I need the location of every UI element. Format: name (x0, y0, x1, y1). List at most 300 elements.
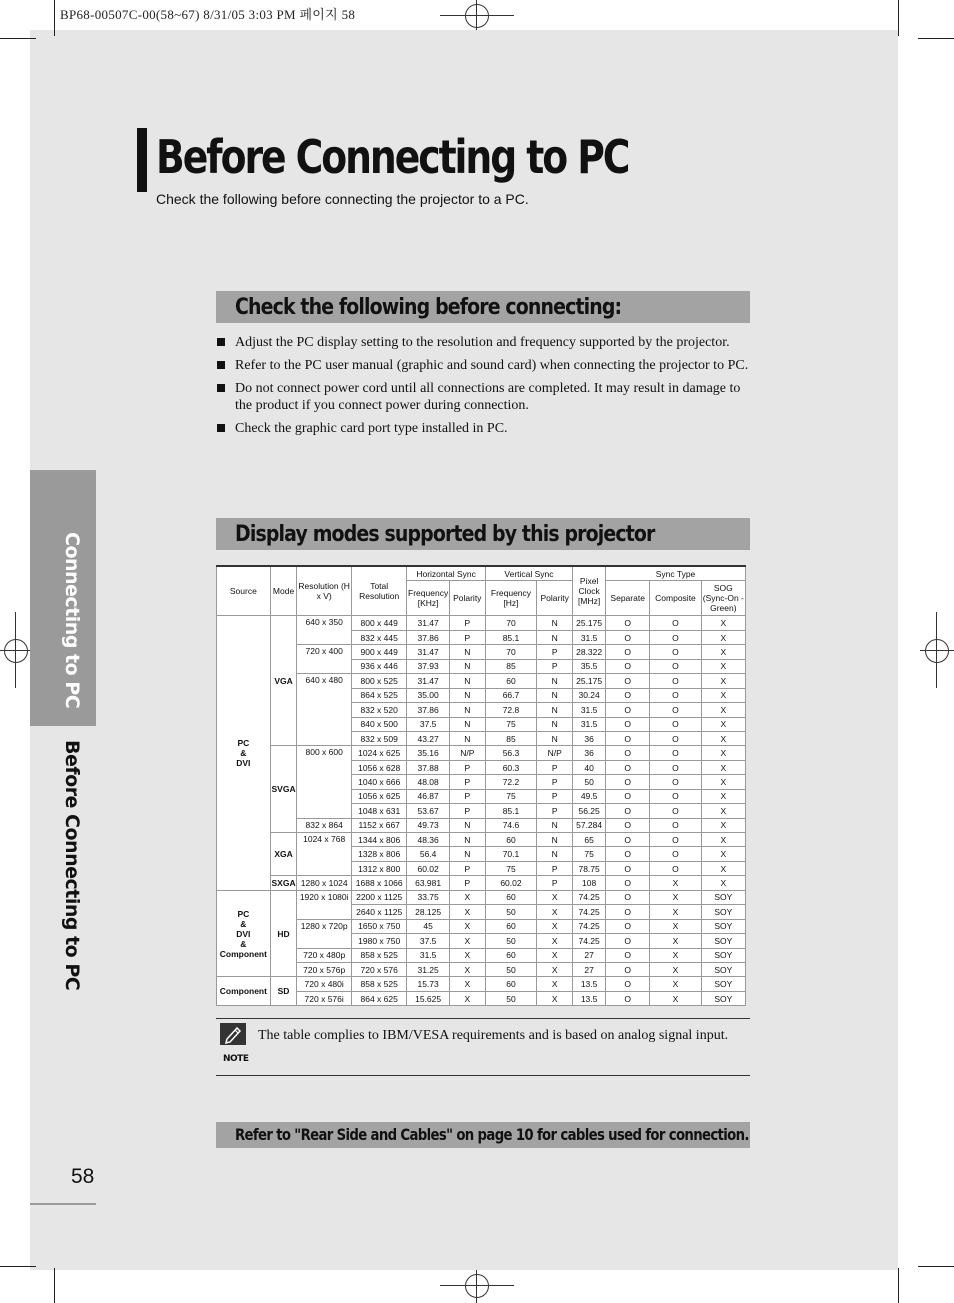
table-cell: P (449, 804, 485, 818)
resolution-cell: 720 x 480i (297, 977, 352, 991)
table-cell: N/P (449, 746, 485, 760)
table-cell: 31.25 (407, 962, 449, 976)
table-cell: 74.25 (573, 934, 606, 948)
table-cell: 31.47 (407, 674, 449, 688)
table-row (217, 876, 746, 890)
table-cell: N (449, 659, 485, 673)
checklist-item: Adjust the PC display setting to the resolution and frequency supported by the projector. (216, 334, 750, 351)
table-cell: O (650, 775, 701, 789)
table-cell: P (449, 876, 485, 890)
page-number: 58 (71, 1165, 95, 1188)
table-cell: 60 (485, 890, 536, 904)
table-cell: X (701, 645, 745, 659)
table-cell: 28.125 (407, 905, 449, 919)
table-cell: O (606, 818, 650, 832)
table-cell: 60 (485, 977, 536, 991)
section-heading-display-modes (216, 518, 750, 550)
table-cell: O (606, 991, 650, 1005)
table-cell: O (650, 760, 701, 774)
col-header-horizontal-sync: Horizontal Sync (407, 566, 485, 581)
refer-banner (216, 1122, 750, 1148)
table-cell: 57.284 (573, 818, 606, 832)
table-cell: X (449, 991, 485, 1005)
registration-mark (476, 1270, 477, 1303)
table-cell: 2640 x 1125 (351, 905, 407, 919)
table-cell: O (606, 775, 650, 789)
table-cell: 31.47 (407, 616, 449, 630)
col-header-mode: Mode (270, 566, 297, 616)
table-cell: O (606, 876, 650, 890)
table-cell: X (449, 934, 485, 948)
table-cell: N (537, 630, 573, 644)
table-cell: 37.88 (407, 760, 449, 774)
table-cell: X (701, 789, 745, 803)
table-cell: 1152 x 667 (351, 818, 407, 832)
table-cell: 37.5 (407, 717, 449, 731)
table-cell: O (650, 804, 701, 818)
table-cell: 36 (573, 731, 606, 745)
table-cell: 31.5 (573, 717, 606, 731)
table-cell: 800 x 525 (351, 674, 407, 688)
table-cell: 50 (573, 775, 606, 789)
bullet-square-icon (217, 361, 225, 369)
section-heading-text: Check the following before connecting: (235, 295, 622, 320)
table-cell: 85 (485, 731, 536, 745)
table-row (217, 890, 746, 904)
table-cell: 40 (573, 760, 606, 774)
table-cell: O (650, 789, 701, 803)
source-cell: PC & DVI (217, 616, 271, 890)
table-cell: 37.5 (407, 934, 449, 948)
table-cell: O (606, 861, 650, 875)
table-cell: SOY (701, 962, 745, 976)
table-cell: N/P (537, 746, 573, 760)
table-cell: 46.87 (407, 789, 449, 803)
table-cell: N (537, 688, 573, 702)
table-cell: N (449, 703, 485, 717)
registration-mark (465, 1274, 489, 1298)
table-cell: O (606, 962, 650, 976)
table-cell: X (701, 659, 745, 673)
note-pencil-icon (220, 1023, 246, 1045)
table-cell: P (537, 760, 573, 774)
table-cell: 74.25 (573, 890, 606, 904)
table-cell: X (449, 905, 485, 919)
table-cell: 15.73 (407, 977, 449, 991)
table-cell: X (701, 861, 745, 875)
table-cell: 1056 x 628 (351, 760, 407, 774)
title-bar-accent (137, 128, 147, 192)
note-box (216, 1018, 750, 1076)
table-row (217, 977, 746, 991)
table-cell: SOY (701, 977, 745, 991)
table-cell: X (701, 746, 745, 760)
table-cell: 56.4 (407, 847, 449, 861)
table-cell: 800 x 449 (351, 616, 407, 630)
table-cell: 74.25 (573, 919, 606, 933)
table-cell: P (537, 876, 573, 890)
table-cell: 75 (485, 717, 536, 731)
table-cell: 60 (485, 948, 536, 962)
table-cell: N (537, 616, 573, 630)
table-cell: X (701, 688, 745, 702)
table-cell: 1312 x 800 (351, 861, 407, 875)
col-header-h-frequency: Frequency [KHz] (407, 581, 449, 616)
resolution-cell: 640 x 480 (297, 674, 352, 746)
table-cell: 31.5 (407, 948, 449, 962)
table-row (217, 616, 746, 630)
table-cell: 74.25 (573, 905, 606, 919)
registration-mark (476, 0, 477, 30)
registration-mark (440, 1285, 514, 1286)
table-cell: P (449, 760, 485, 774)
table-cell: N (537, 731, 573, 745)
crop-mark (0, 1266, 36, 1267)
source-cell: PC & DVI & Component (217, 890, 271, 977)
table-cell: 27 (573, 962, 606, 976)
table-cell: 60 (485, 674, 536, 688)
table-cell: O (606, 717, 650, 731)
table-cell: 43.27 (407, 731, 449, 745)
table-cell: N (449, 818, 485, 832)
registration-mark (4, 639, 28, 663)
table-cell: 85.1 (485, 630, 536, 644)
table-cell: X (701, 833, 745, 847)
table-cell: 35.5 (573, 659, 606, 673)
table-cell: 1048 x 631 (351, 804, 407, 818)
table-cell: X (650, 890, 701, 904)
col-header-v-polarity: Polarity (537, 581, 573, 616)
table-cell: 50 (485, 905, 536, 919)
table-cell: N (449, 645, 485, 659)
table-cell: O (606, 847, 650, 861)
table-cell: O (606, 746, 650, 760)
table-cell: X (701, 731, 745, 745)
table-cell: 31.5 (573, 703, 606, 717)
table-cell: O (650, 861, 701, 875)
crop-mark (54, 0, 55, 36)
table-cell: O (606, 703, 650, 717)
table-cell: O (650, 818, 701, 832)
registration-mark (925, 639, 949, 663)
table-cell: X (449, 962, 485, 976)
table-body (217, 616, 746, 1006)
table-cell: 864 x 525 (351, 688, 407, 702)
table-cell: X (537, 948, 573, 962)
table-cell: O (650, 630, 701, 644)
table-cell: N (537, 717, 573, 731)
table-cell: 74.6 (485, 818, 536, 832)
table-cell: X (650, 977, 701, 991)
table-cell: 25.175 (573, 616, 606, 630)
table-cell: 56.25 (573, 804, 606, 818)
table-cell: O (606, 645, 650, 659)
table-cell: 864 x 625 (351, 991, 407, 1005)
table-cell: O (606, 688, 650, 702)
table-cell: 840 x 500 (351, 717, 407, 731)
crop-mark (918, 38, 954, 39)
table-cell: O (650, 746, 701, 760)
table-cell: X (701, 876, 745, 890)
side-tab-section-label: Connecting to PC (61, 532, 83, 709)
resolution-cell: 1280 x 1024 (297, 876, 352, 890)
table-cell: 75 (485, 789, 536, 803)
table-cell: X (650, 962, 701, 976)
table-cell: N (537, 703, 573, 717)
table-cell: 1980 x 750 (351, 934, 407, 948)
bullet-square-icon (217, 384, 225, 392)
table-cell: O (650, 703, 701, 717)
section-heading-text: Display modes supported by this projector (235, 522, 655, 547)
table-cell: 858 x 525 (351, 948, 407, 962)
table-cell: N (537, 847, 573, 861)
table-cell: X (449, 977, 485, 991)
table-cell: N (449, 688, 485, 702)
checklist (216, 334, 750, 443)
table-cell: 50 (485, 962, 536, 976)
table-cell: 78.75 (573, 861, 606, 875)
table-cell: 35.00 (407, 688, 449, 702)
table-cell: P (449, 861, 485, 875)
table-cell: X (449, 890, 485, 904)
table-cell: 75 (485, 861, 536, 875)
mode-cell: XGA (270, 833, 297, 876)
col-header-composite: Composite (650, 581, 701, 616)
table-cell: X (537, 919, 573, 933)
table-cell: X (650, 905, 701, 919)
table-cell: 1328 x 806 (351, 847, 407, 861)
table-cell: 48.36 (407, 833, 449, 847)
crop-mark (0, 38, 36, 39)
col-header-separate: Separate (606, 581, 650, 616)
table-cell: N (449, 731, 485, 745)
mode-cell: SVGA (270, 746, 297, 833)
table-cell: O (606, 630, 650, 644)
table-cell: X (701, 616, 745, 630)
table-cell: X (537, 962, 573, 976)
table-cell: X (650, 991, 701, 1005)
table-cell: P (449, 789, 485, 803)
table-cell: SOY (701, 890, 745, 904)
table-cell: 60 (485, 833, 536, 847)
table-cell: 1688 x 1066 (351, 876, 407, 890)
table-cell: 28.322 (573, 645, 606, 659)
table-cell: 25.175 (573, 674, 606, 688)
table-cell: O (606, 977, 650, 991)
table-cell: N (537, 674, 573, 688)
table-cell: 1056 x 625 (351, 789, 407, 803)
table-cell: 85.1 (485, 804, 536, 818)
table-cell: X (650, 934, 701, 948)
refer-text: Refer to "Rear Side and Cables" on page 10 for cables used for connection. (235, 1125, 749, 1144)
table-cell: P (449, 616, 485, 630)
registration-mark (465, 4, 489, 28)
table-cell: X (701, 847, 745, 861)
table-cell: X (701, 703, 745, 717)
table-cell: X (449, 919, 485, 933)
table-cell: O (606, 948, 650, 962)
resolution-cell: 720 x 576p (297, 962, 352, 976)
side-tab-page-label: Before Connecting to PC (61, 740, 83, 991)
crop-mark (898, 0, 899, 36)
print-header: BP68-00507C-00(58~67) 8/31/05 3:03 PM 페이지 58 (60, 7, 356, 22)
resolution-cell: 1920 x 1080i (297, 890, 352, 919)
table-cell: 49.5 (573, 789, 606, 803)
bullet-square-icon (217, 424, 225, 432)
bullet-square-icon (217, 338, 225, 346)
resolution-cell: 800 x 600 (297, 746, 352, 818)
table-cell: P (449, 630, 485, 644)
table-cell: 65 (573, 833, 606, 847)
table-cell: O (606, 760, 650, 774)
mode-cell: SXGA (270, 876, 297, 890)
table-cell: O (650, 659, 701, 673)
col-header-pixel-clock: Pixel Clock [MHz] (573, 566, 606, 616)
table-cell: 49.73 (407, 818, 449, 832)
table-cell: X (537, 934, 573, 948)
table-cell: X (701, 804, 745, 818)
table-cell: 48.08 (407, 775, 449, 789)
table-cell: O (606, 934, 650, 948)
table-cell: X (701, 818, 745, 832)
col-header-h-polarity: Polarity (449, 581, 485, 616)
col-header-total-resolution: Total Resolution (351, 566, 407, 616)
table-cell: P (537, 659, 573, 673)
table-cell: X (650, 919, 701, 933)
table-cell: 37.93 (407, 659, 449, 673)
page-title: Before Connecting to PC (156, 130, 629, 184)
table-cell: 70 (485, 645, 536, 659)
table-cell: 37.86 (407, 630, 449, 644)
table-cell: 1040 x 666 (351, 775, 407, 789)
resolution-cell: 1024 x 768 (297, 833, 352, 876)
checklist-item: Refer to the PC user manual (graphic and sound card) when connecting the projector to PC. (216, 357, 750, 374)
table-cell: N (449, 674, 485, 688)
crop-mark (918, 1266, 954, 1267)
table-cell: X (537, 890, 573, 904)
table-row (217, 833, 746, 847)
crop-mark (898, 1268, 899, 1303)
table-cell: 35.16 (407, 746, 449, 760)
registration-mark (936, 612, 937, 688)
col-header-sog: SOG (Sync-On -Green) (701, 581, 745, 616)
resolution-cell: 720 x 576i (297, 991, 352, 1005)
table-cell: N (449, 847, 485, 861)
page-number-rule (30, 1203, 96, 1205)
display-modes-table-wrapper (216, 565, 746, 1006)
table-cell: O (606, 833, 650, 847)
table-cell: 45 (407, 919, 449, 933)
table-cell: 13.5 (573, 991, 606, 1005)
registration-mark (920, 650, 954, 651)
table-row (217, 746, 746, 760)
table-cell: 108 (573, 876, 606, 890)
mode-cell: VGA (270, 616, 297, 746)
mode-cell: HD (270, 890, 297, 977)
table-cell: 31.5 (573, 630, 606, 644)
table-cell: X (701, 674, 745, 688)
mode-cell: SD (270, 977, 297, 1006)
table-cell: 936 x 446 (351, 659, 407, 673)
table-cell: 900 x 449 (351, 645, 407, 659)
table-cell: SOY (701, 919, 745, 933)
table-cell: P (537, 861, 573, 875)
table-cell: X (449, 948, 485, 962)
table-cell: 27 (573, 948, 606, 962)
table-cell: 720 x 576 (351, 962, 407, 976)
table-cell: 53.67 (407, 804, 449, 818)
table-cell: 30.24 (573, 688, 606, 702)
table-cell: 56.3 (485, 746, 536, 760)
table-cell: 72.2 (485, 775, 536, 789)
checklist-item: Check the graphic card port type installed in PC. (216, 420, 750, 437)
table-cell: 858 x 525 (351, 977, 407, 991)
table-cell: 1344 x 806 (351, 833, 407, 847)
table-cell: N (537, 833, 573, 847)
table-cell: 72.8 (485, 703, 536, 717)
table-cell: 70.1 (485, 847, 536, 861)
col-header-source: Source (217, 566, 271, 616)
table-cell: O (606, 789, 650, 803)
source-cell: Component (217, 977, 271, 1006)
table-cell: 70 (485, 616, 536, 630)
table-cell: 36 (573, 746, 606, 760)
table-cell: 31.47 (407, 645, 449, 659)
table-cell: 832 x 509 (351, 731, 407, 745)
table-cell: O (606, 905, 650, 919)
table-cell: O (650, 833, 701, 847)
checklist-item: Do not connect power cord until all connections are completed. It may result in damage to the product if you connect power during connection. (216, 380, 750, 414)
table-cell: O (606, 890, 650, 904)
table-cell: X (537, 991, 573, 1005)
col-header-resolution: Resolution (H x V) (297, 566, 352, 616)
table-cell: 75 (573, 847, 606, 861)
table-cell: O (650, 717, 701, 731)
table-cell: P (537, 789, 573, 803)
table-cell: 1024 x 625 (351, 746, 407, 760)
col-header-sync-type: Sync Type (606, 566, 746, 581)
table-cell: O (650, 645, 701, 659)
table-cell: SOY (701, 934, 745, 948)
table-cell: 63.981 (407, 876, 449, 890)
table-cell: X (701, 630, 745, 644)
table-cell: P (449, 775, 485, 789)
table-cell: O (606, 804, 650, 818)
table-cell: 60.02 (485, 876, 536, 890)
table-cell: P (537, 804, 573, 818)
table-cell: O (650, 674, 701, 688)
resolution-cell: 720 x 400 (297, 645, 352, 674)
table-cell: X (701, 775, 745, 789)
table-cell: 37.86 (407, 703, 449, 717)
registration-mark (15, 612, 16, 688)
table-cell: 13.5 (573, 977, 606, 991)
table-cell: 50 (485, 934, 536, 948)
table-cell: O (606, 919, 650, 933)
page-subtitle: Check the following before connecting the projector to a PC. (156, 191, 529, 207)
table-cell: 1650 x 750 (351, 919, 407, 933)
registration-mark (440, 15, 514, 16)
table-cell: 2200 x 1125 (351, 890, 407, 904)
resolution-cell: 1280 x 720p (297, 919, 352, 948)
note-label: NOTE (223, 1054, 249, 1064)
display-modes-table (216, 565, 746, 1006)
table-cell: 66.7 (485, 688, 536, 702)
table-cell: N (449, 833, 485, 847)
table-cell: O (650, 616, 701, 630)
resolution-cell: 640 x 350 (297, 616, 352, 645)
table-cell: X (650, 948, 701, 962)
